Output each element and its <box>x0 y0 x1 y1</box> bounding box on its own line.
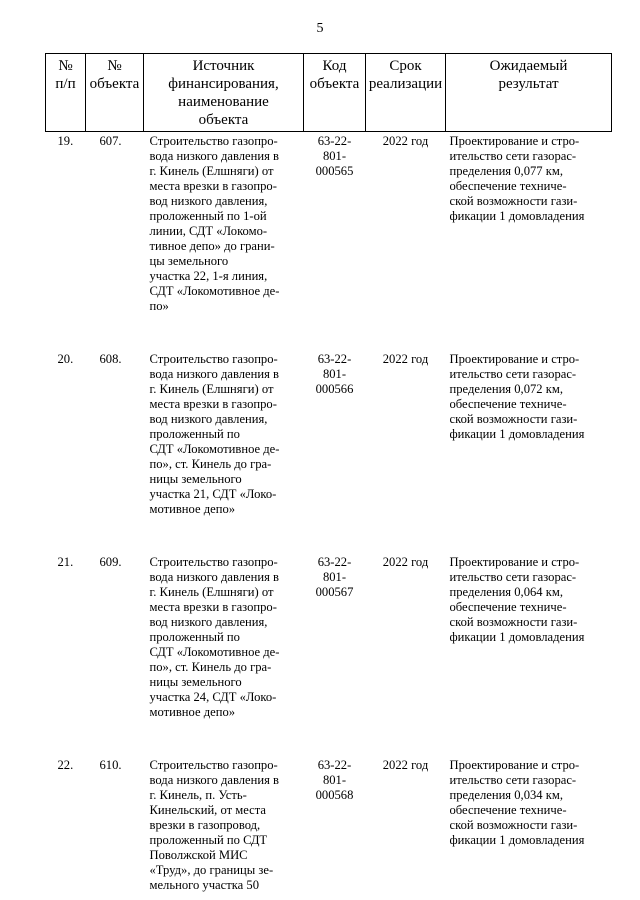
cell-term: 2022 год <box>382 555 429 569</box>
table-row <box>46 314 612 517</box>
cell-object-code: 63-22- 801- 000566 <box>315 352 354 396</box>
cell-result: Проектирование и стро- ительство сети газорас- пределения 0,064 км, обеспечение техниче- ской возможности гази- фикации 1 домовладения <box>449 555 585 644</box>
cell-source: Строительство газопро- вода низкого давления в г. Кинель (Елшняги) от места врезки в газопро- вод низкого давления, проложенный по 1-ой линии, СДТ «Локомо- тивное депо» до грани- цы земельного участка 22, 1-я линия, СДТ «Локомотивное де- по» <box>149 134 280 313</box>
table-row <box>46 517 612 720</box>
cell-term: 2022 год <box>382 134 429 148</box>
cell-object-code: 63-22- 801- 000567 <box>315 555 354 599</box>
cell-term: 2022 год <box>382 352 429 366</box>
table-row <box>46 720 612 893</box>
cell-row-number: 20. <box>57 352 74 366</box>
cell-object-number: 607. <box>99 134 122 148</box>
table-body <box>46 132 612 894</box>
header-row-number: № п/п <box>46 54 86 132</box>
cell-object-code: 63-22- 801- 000565 <box>315 134 354 178</box>
program-table <box>45 53 612 893</box>
cell-source: Строительство газопро- вода низкого давления в г. Кинель, п. Усть- Кинельский, от места врезки в газопровод, проложенный по СДТ Поволжской МИС «Труд», до границы зе- мельного участка 50 <box>149 758 279 892</box>
page-number: 5 <box>316 21 324 36</box>
cell-row-number: 19. <box>57 134 74 148</box>
cell-row-number: 22. <box>57 758 74 772</box>
cell-source: Строительство газопро- вода низкого давления в г. Кинель (Елшняги) от места врезки в газопро- вод низкого давления, проложенный по СДТ «Локомотивное де- по», ст. Кинель до гра- ницы земельного участка 21, СДТ «Локо- мотивное депо» <box>149 352 280 516</box>
cell-result: Проектирование и стро- ительство сети газорас- пределения 0,077 км, обеспечение техниче- ской возможности гази- фикации 1 домовладения <box>449 134 585 223</box>
header-source: Источник финансирования, наименование объекта <box>144 54 304 132</box>
cell-result: Проектирование и стро- ительство сети газорас- пределения 0,034 км, обеспечение техниче- ской возможности гази- фикации 1 домовладения <box>449 758 585 847</box>
cell-term: 2022 год <box>382 758 429 772</box>
cell-object-number: 608. <box>99 352 122 366</box>
header-result: Ожидаемый результат <box>446 54 612 132</box>
header-term: Срок реализации <box>366 54 446 132</box>
cell-source: Строительство газопро- вода низкого давления в г. Кинель (Елшняги) от места врезки в газопро- вод низкого давления, проложенный по СДТ «Локомотивное де- по», ст. Кинель до гра- ницы земельного участка 24, СДТ «Локо- мотивное депо» <box>149 555 280 719</box>
cell-object-code: 63-22- 801- 000568 <box>315 758 354 802</box>
cell-object-number: 610. <box>99 758 122 772</box>
header-object-number: № объекта <box>86 54 144 132</box>
table-header-row <box>46 54 612 132</box>
table-row <box>46 132 612 315</box>
cell-object-number: 609. <box>99 555 122 569</box>
cell-result: Проектирование и стро- ительство сети газорас- пределения 0,072 км, обеспечение техниче- ской возможности гази- фикации 1 домовладения <box>449 352 585 441</box>
cell-row-number: 21. <box>57 555 74 569</box>
header-object-code: Код объекта <box>304 54 366 132</box>
